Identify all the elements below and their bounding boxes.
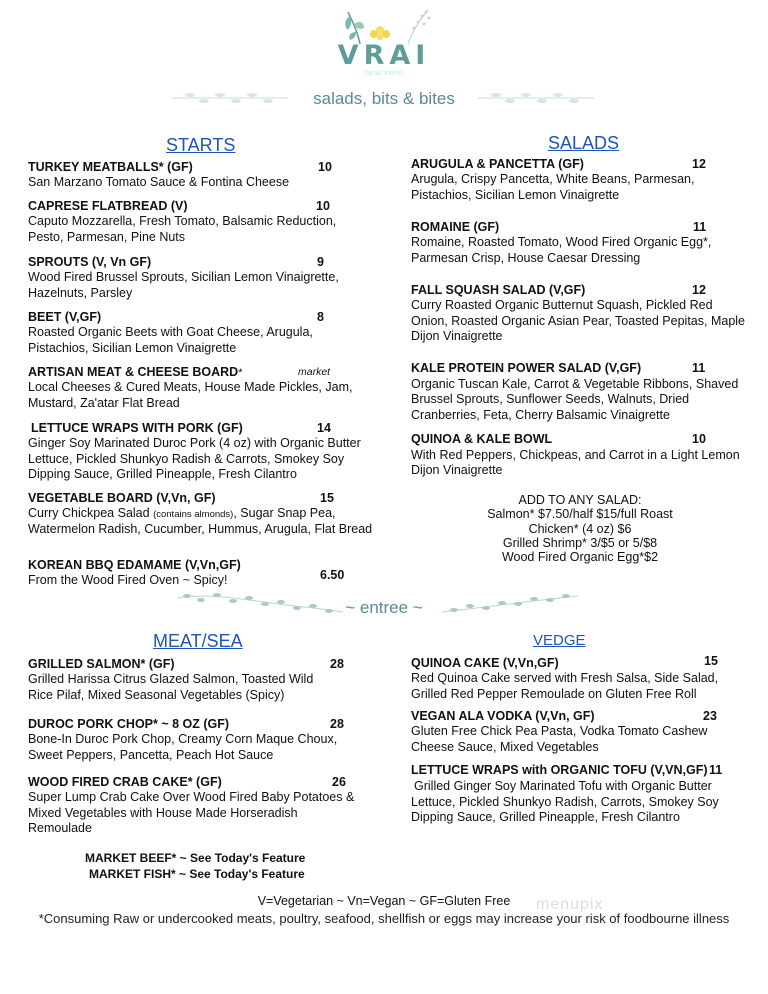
item-price: 12	[692, 157, 706, 171]
item-price: 9	[317, 255, 324, 269]
item-name: KOREAN BBQ EDAMAME (V,Vn,GF)	[28, 558, 241, 572]
item-desc: Lettuce, Pickled Shunkyo Radish, Carrots, Smokey Soy	[411, 795, 719, 809]
item-desc: Super Lump Crab Cake Over Wood Fired Baby Potatoes &	[28, 790, 355, 804]
item-name: LETTUCE WRAPS with ORGANIC TOFU (V,VN,GF)	[411, 763, 708, 777]
item-desc: Dijon Vinaigrette	[411, 329, 503, 343]
item-desc: Mixed Vegetables with House Made Horseradish	[28, 806, 298, 820]
item-desc: Onion, Roasted Organic Asian Pear, Toasted Pepitas, Maple	[411, 314, 745, 328]
item-desc: Bone-In Duroc Pork Chop, Creamy Corn Maque Choux,	[28, 732, 338, 746]
item-name: WOOD FIRED CRAB CAKE* (GF)	[28, 775, 222, 789]
item-desc: Grilled Harissa Citrus Glazed Salmon, Toasted Wild	[28, 672, 314, 686]
item-name: QUINOA & KALE BOWL	[411, 432, 553, 446]
item-price: 15	[704, 654, 718, 668]
item-desc: Pistachios, Sicilian Lemon Vinaigrette	[411, 188, 620, 202]
item-desc: Cheese Sauce, Mixed Vegetables	[411, 740, 599, 754]
item-desc: With Red Peppers, Chickpeas, and Carrot in a Light Lemon	[411, 448, 740, 462]
watermark: menupix	[536, 896, 604, 913]
item-name: ARUGULA & PANCETTA (GF)	[411, 157, 584, 171]
item-name: GRILLED SALMON* (GF)	[28, 657, 175, 671]
item-desc: Dipping Sauce, Grilled Pineapple, Fresh Cilantro	[411, 810, 680, 824]
vine-right-icon	[476, 88, 596, 106]
vine-entree-right-icon	[440, 592, 580, 616]
item-desc: Grilled Ginger Soy Marinated Tofu with Organic Butter	[414, 779, 712, 793]
meatsea-title: MEAT/SEA	[153, 631, 243, 651]
item-name: LETTUCE WRAPS WITH PORK (GF)	[31, 421, 243, 435]
item-price: 8	[317, 310, 324, 324]
item-price: 26	[332, 775, 346, 789]
item-desc: Brussel Sprouts, Sunflower Seeds, Walnuts, Dried	[411, 392, 690, 406]
diet-legend: V=Vegetarian ~ Vn=Vegan ~ GF=Gluten Free	[257, 894, 511, 908]
item-name: QUINOA CAKE (V,Vn,GF)	[411, 656, 559, 670]
item-desc: Local Cheeses & Cured Meats, House Made Pickles, Jam,	[28, 380, 353, 394]
addon-line: ADD TO ANY SALAD:	[518, 493, 642, 507]
item-desc: Curry Chickpea Salad (contains almonds), Sugar Snap Pea,	[28, 506, 336, 520]
item-name: VEGETABLE BOARD (V,Vn, GF)	[28, 491, 216, 505]
logo-wordmark: VRAI	[337, 40, 431, 71]
item-desc: Arugula, Crispy Pancetta, White Beans, Parmesan,	[411, 172, 695, 186]
item-desc: Mustard, Za'atar Flat Bread	[28, 396, 180, 410]
item-desc: Roasted Organic Beets with Goat Cheese, Arugula,	[28, 325, 313, 339]
addon-line: Grilled Shrimp* 3/$5 or 5/$8	[502, 535, 658, 550]
item-desc: Red Quinoa Cake served with Fresh Salsa, Side Salad,	[411, 671, 719, 685]
item-desc: Dipping Sauce, Grilled Pineapple, Fresh Cilantro	[28, 467, 297, 481]
item-desc: San Marzano Tomato Sauce & Fontina Cheese	[28, 175, 290, 189]
item-desc: Ginger Soy Marinated Duroc Pork (4 oz) with Organic Butter	[28, 436, 361, 450]
item-name: VEGAN ALA VODKA (V,Vn, GF)	[411, 709, 595, 723]
item-price: 11	[692, 361, 706, 375]
item-price: 14	[317, 421, 331, 435]
item-price: 10	[318, 160, 332, 174]
addon-line: Chicken* (4 oz) $6	[528, 521, 632, 536]
item-desc: Caputo Mozzarella, Fresh Tomato, Balsamic Reduction,	[28, 214, 337, 228]
item-price: market	[298, 366, 331, 378]
item-name: FALL SQUASH SALAD (V,GF)	[411, 283, 586, 297]
salad-addons	[460, 493, 700, 564]
addon-line: Wood Fired Organic Egg*$2	[501, 550, 659, 565]
item-desc: Grilled Red Pepper Remoulade on Gluten Free Roll	[411, 687, 697, 701]
consumption-disclaimer: *Consuming Raw or undercooked meats, poultry, seafood, shellfish or eggs may increase your risk of foodbourne illness	[38, 911, 730, 926]
item-price: 23	[703, 709, 717, 723]
item-desc: Rice Pilaf, Mixed Seasonal Vegetables (Spicy)	[28, 688, 285, 702]
item-desc: Lettuce, Pickled Shunkyo Radish & Carrots, Smokey Soy	[28, 452, 345, 466]
item-desc: From the Wood Fired Oven ~ Spicy!	[28, 573, 228, 587]
tagline: salads, bits & bites	[313, 89, 455, 108]
logo-subtitle: TRUE FOOD	[364, 71, 404, 77]
item-price: 10	[316, 199, 330, 213]
item-name: BEET (V,GF)	[28, 310, 102, 324]
item-price: 15	[320, 491, 334, 505]
item-desc: Parmesan Crisp, House Caesar Dressing	[411, 251, 641, 265]
item-desc: Pesto, Parmesan, Pine Nuts	[28, 230, 186, 244]
item-price: 11	[709, 763, 723, 777]
market-beef-feature: MARKET BEEF* ~ See Today's Feature	[85, 851, 306, 865]
market-fish-feature: MARKET FISH* ~ See Today's Feature	[89, 867, 305, 881]
item-name: TURKEY MEATBALLS* (GF)	[28, 160, 193, 174]
item-price: 28	[330, 717, 344, 731]
salads-title: SALADS	[548, 133, 620, 153]
item-desc: Gluten Free Chick Pea Pasta, Vodka Tomato Cashew	[411, 724, 708, 738]
addon-line: Salmon* $7.50/half $15/full Roast	[487, 507, 673, 522]
item-desc: Cranberries, Feta, Cherry Balsamic Vinaigrette	[411, 408, 670, 422]
item-price: 12	[692, 283, 706, 297]
item-name: CAPRESE FLATBREAD (V)	[28, 199, 188, 213]
item-price: 28	[330, 657, 344, 671]
item-name: DUROC PORK CHOP* ~ 8 OZ (GF)	[28, 717, 230, 731]
item-name: ARTISAN MEAT & CHEESE BOARD*	[28, 365, 243, 379]
entree-divider-label: ~ entree ~	[345, 598, 423, 617]
item-name: KALE PROTEIN POWER SALAD (V,GF)	[411, 361, 642, 375]
item-desc: Organic Tuscan Kale, Carrot & Vegetable Ribbons, Shaved	[411, 377, 739, 391]
item-desc: Hazelnuts, Parsley	[28, 286, 133, 300]
item-desc: Dijon Vinaigrette	[411, 463, 503, 477]
item-desc: Pistachios, Sicilian Lemon Vinaigrette	[28, 341, 237, 355]
item-price: 6.50	[320, 568, 345, 582]
item-desc: Wood Fired Brussel Sprouts, Sicilian Lemon Vinaigrette,	[28, 270, 339, 284]
item-price: 11	[693, 220, 707, 234]
starts-title: STARTS	[166, 135, 236, 155]
item-desc: Sweet Peppers, Pancetta, Peach Hot Sauce	[28, 748, 274, 762]
item-desc: Remoulade	[28, 821, 92, 835]
vedge-title: VEDGE	[533, 632, 586, 649]
item-name: ROMAINE (GF)	[411, 220, 500, 234]
item-name: SPROUTS (V, Vn GF)	[28, 255, 152, 269]
item-price: 10	[692, 432, 706, 446]
item-desc: Curry Roasted Organic Butternut Squash, Pickled Red	[411, 298, 713, 312]
item-desc: Watermelon Radish, Cucumber, Hummus, Arugula, Flat Bread	[28, 522, 373, 536]
item-desc: Romaine, Roasted Tomato, Wood Fired Organic Egg*,	[411, 235, 712, 249]
